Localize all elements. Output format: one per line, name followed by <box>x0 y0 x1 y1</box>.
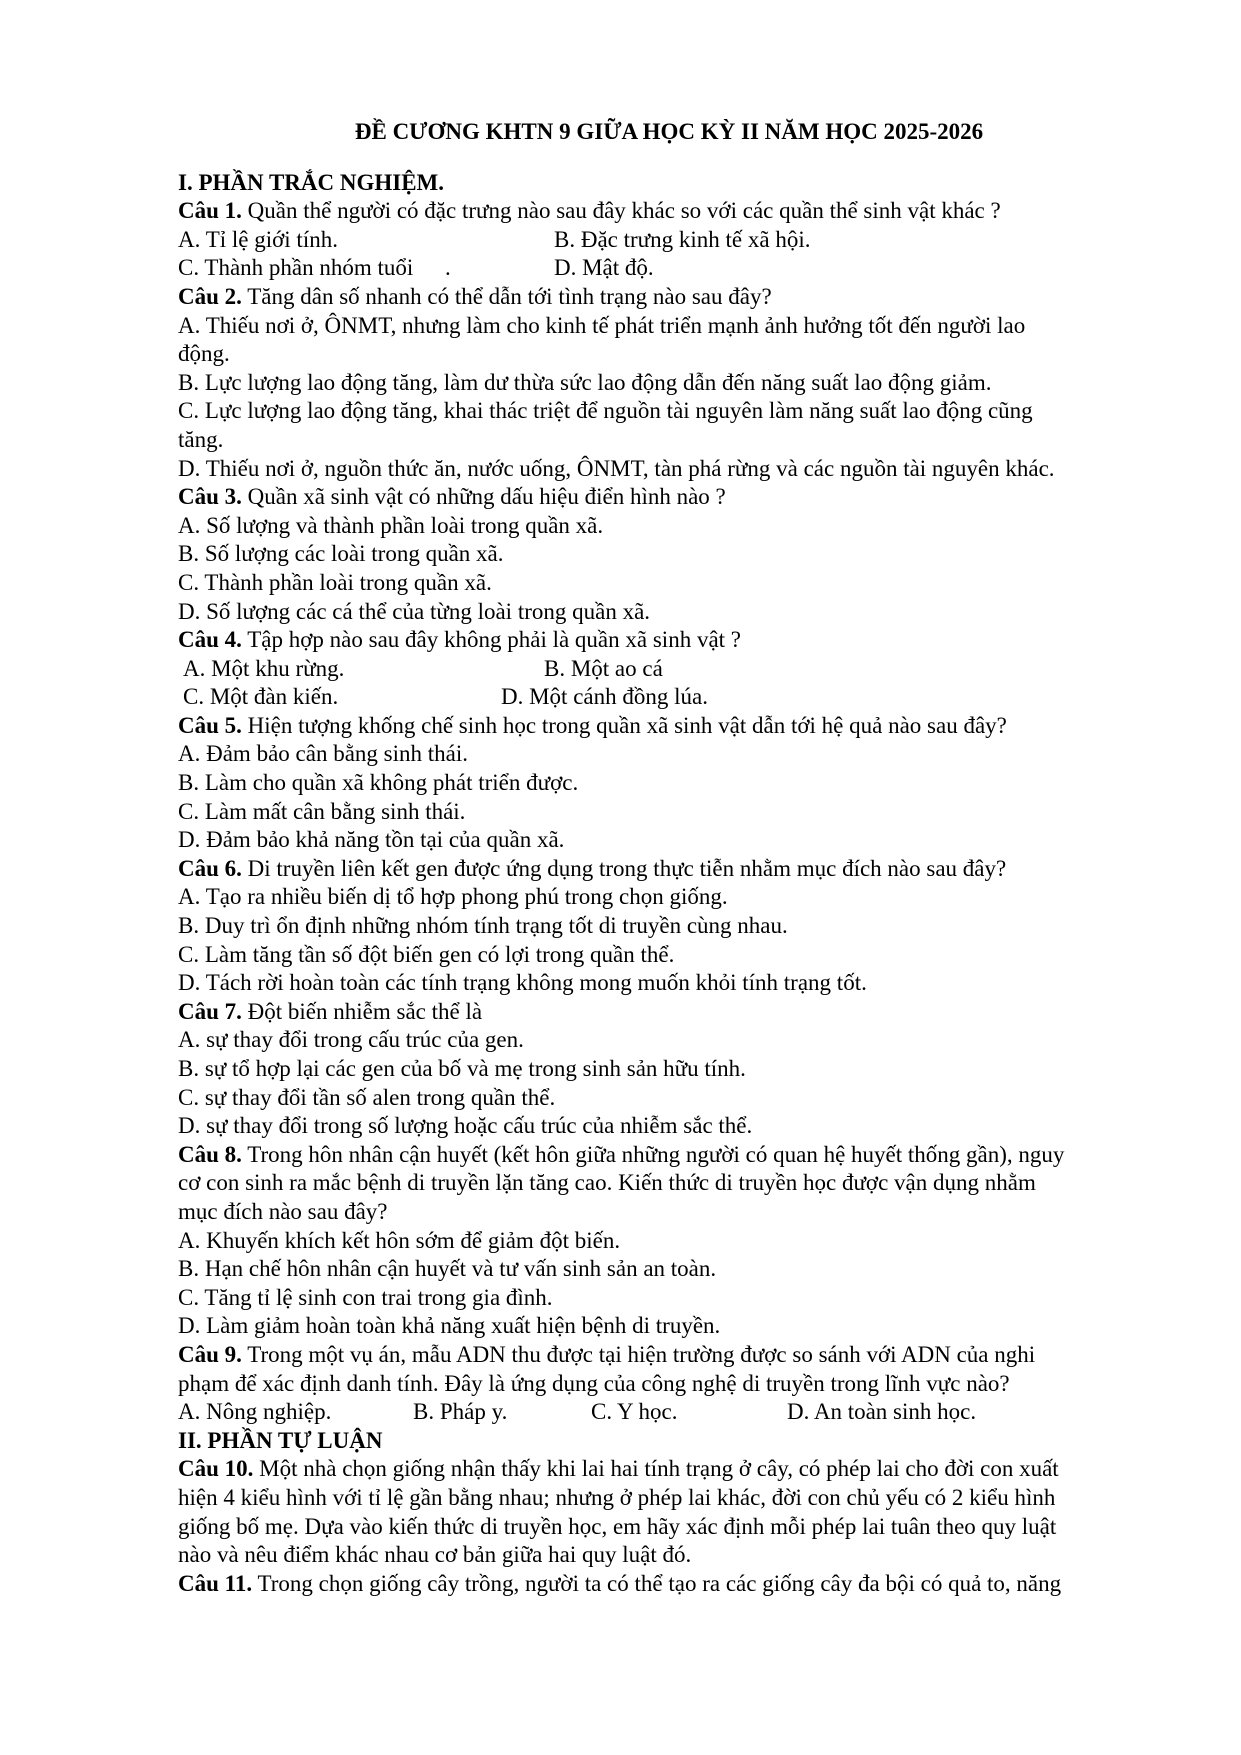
option-b: B. Số lượng các loài trong quần xã. <box>178 541 504 567</box>
option-a: A. Tạo ra nhiều biến dị tổ hợp phong phú trong chọn giống. <box>178 884 728 910</box>
question-11 <box>178 1570 1138 1599</box>
option-a: A. Đảm bảo cân bằng sinh thái. <box>178 741 468 767</box>
option-a: A. Nông nghiệp. <box>178 1399 332 1425</box>
question-1 <box>178 197 1138 226</box>
q1-options-row-1 <box>178 226 1138 255</box>
question-number: Câu 4. <box>178 627 242 653</box>
question-text: Trong chọn giống cây trồng, người ta có thể tạo ra các giống cây đa bội có quả to, năng <box>252 1570 1062 1596</box>
option-b: B. Pháp y. <box>413 1399 508 1425</box>
question-3 <box>178 483 1138 512</box>
question-number: Câu 2. <box>178 283 242 309</box>
question-4 <box>178 626 1138 655</box>
option-b: B. Đặc trưng kinh tế xã hội. <box>554 226 811 252</box>
option-a: A. Số lượng và thành phần loài trong quần xã. <box>178 512 604 538</box>
question-text-continued: mục đích nào sau đây? <box>178 1198 388 1224</box>
question-text: Đột biến nhiễm sắc thể là <box>241 998 483 1024</box>
question-text-continued: giống bố mẹ. Dựa vào kiến thức di truyền học, em hãy xác định mỗi phép lai tuân theo quy luật <box>178 1513 1057 1539</box>
option-d: D. Số lượng các cá thể của từng loài trong quần xã. <box>178 598 651 624</box>
option-d: D. Thiếu nơi ở, nguồn thức ăn, nước uống, ÔNMT, tàn phá rừng và các nguồn tài nguyên khác. <box>178 455 1055 481</box>
question-text: Trong một vụ án, mẫu ADN thu được tại hiện trường được so sánh với ADN của nghi <box>241 1341 1036 1367</box>
question-9 <box>178 1341 1138 1370</box>
option-a: A. sự thay đổi trong cấu trúc của gen. <box>178 1027 524 1053</box>
question-2 <box>178 283 1138 312</box>
question-number: Câu 6. <box>178 855 242 881</box>
option-d: D. Đảm bảo khả năng tồn tại của quần xã. <box>178 827 565 853</box>
option-a: A. Khuyến khích kết hôn sớm để giảm đột biến. <box>178 1227 621 1253</box>
option-b: B. Làm cho quần xã không phát triển được. <box>178 770 579 796</box>
section-multiple-choice-heading: I. PHẦN TRẮC NGHIỆM. <box>178 169 445 195</box>
question-number: Câu 11. <box>178 1570 253 1596</box>
question-text: Di truyền liên kết gen được ứng dụng trong thực tiễn nhằm mục đích nào sau đây? <box>241 855 1007 881</box>
question-number: Câu 8. <box>178 1141 242 1167</box>
question-number: Câu 9. <box>178 1341 242 1367</box>
q4-options-row-2 <box>178 683 1138 712</box>
question-text: Quần xã sinh vật có những dấu hiệu điển hình nào ? <box>241 484 726 510</box>
stray-dot: . <box>445 255 451 281</box>
section-essay-heading: II. PHẦN TỰ LUẬN <box>178 1427 383 1453</box>
question-number: Câu 1. <box>178 198 242 224</box>
option-d: D. sự thay đổi trong số lượng hoặc cấu trúc của nhiễm sắc thể. <box>178 1113 753 1139</box>
question-10 <box>178 1455 1138 1484</box>
option-c: C. Thành phần nhóm tuổi <box>178 255 414 281</box>
option-c: C. Làm tăng tần số đột biến gen có lợi trong quần thể. <box>178 941 675 967</box>
option-b: B. sự tổ hợp lại các gen của bố và mẹ trong sinh sản hữu tính. <box>178 1056 746 1081</box>
option-c: C. Y học. <box>591 1399 678 1425</box>
question-text: Hiện tượng khống chế sinh học trong quần xã sinh vật dẫn tới hệ quả nào sau đây? <box>241 712 1007 738</box>
question-number: Câu 5. <box>178 712 242 738</box>
option-c: C. Lực lượng lao động tăng, khai thác triệt để nguồn tài nguyên làm năng suất lao động cũng <box>178 398 1033 424</box>
q9-options-row <box>178 1398 1138 1427</box>
question-5 <box>178 712 1138 741</box>
question-text: Một nhà chọn giống nhận thấy khi lai hai tính trạng ở cây, có phép lai cho đời con xuất <box>253 1456 1059 1482</box>
question-7 <box>178 998 1138 1027</box>
option-c: C. Một đàn kiến. <box>183 684 339 710</box>
option-c: C. Thành phần loài trong quần xã. <box>178 569 492 595</box>
question-text-continued: nào và nêu điểm khác nhau cơ bản giữa hai quy luật đó. <box>178 1542 692 1568</box>
option-a: A. Một khu rừng. <box>183 655 345 681</box>
q4-options-row-1 <box>178 655 1138 684</box>
question-8 <box>178 1141 1138 1170</box>
option-d: D. An toàn sinh học. <box>787 1399 977 1425</box>
option-c: C. Làm mất cân bằng sinh thái. <box>178 798 466 824</box>
option-d: D. Làm giảm hoàn toàn khả năng xuất hiện bệnh di truyền. <box>178 1313 721 1339</box>
option-a: A. Thiếu nơi ở, ÔNMT, nhưng làm cho kinh tế phát triển mạnh ảnh hưởng tốt đến người lao <box>178 312 1026 338</box>
document-title: ĐỀ CƯƠNG KHTN 9 GIỮA HỌC KỲ II NĂM HỌC 2025-2026 <box>354 119 984 144</box>
question-number: Câu 3. <box>178 484 242 510</box>
question-text: Tăng dân số nhanh có thể dẫn tới tình trạng nào sau đây? <box>241 283 772 309</box>
option-b: B. Một ao cá <box>544 655 663 681</box>
option-b: B. Duy trì ổn định những nhóm tính trạng tốt di truyền cùng nhau. <box>178 913 788 939</box>
q1-options-row-2 <box>178 254 1138 283</box>
question-text-continued: cơ con sinh ra mắc bệnh di truyền lặn tăng cao. Kiến thức di truyền học được vận dụng nhằm <box>178 1170 1036 1196</box>
option-c-continued: tăng. <box>178 426 224 452</box>
option-c: C. sự thay đổi tần số alen trong quần thể. <box>178 1084 556 1110</box>
document-page <box>178 118 1138 1598</box>
option-d: D. Mật độ. <box>554 255 654 281</box>
question-text: Quần thể người có đặc trưng nào sau đây khác so với các quần thể sinh vật khác ? <box>241 198 1001 224</box>
option-d: D. Một cánh đồng lúa. <box>501 684 708 710</box>
option-a-continued: động. <box>178 341 230 367</box>
question-text: Tập hợp nào sau đây không phải là quần xã sinh vật ? <box>241 627 741 653</box>
question-text-continued: phạm để xác định danh tính. Đây là ứng dụng của công nghệ di truyền trong lĩnh vực nào? <box>178 1370 1010 1396</box>
question-6 <box>178 855 1138 884</box>
question-text: Trong hôn nhân cận huyết (kết hôn giữa những người có quan hệ huyết thống gần), nguy <box>241 1141 1065 1167</box>
option-d: D. Tách rời hoàn toàn các tính trạng không mong muốn khỏi tính trạng tốt. <box>178 970 867 996</box>
question-number: Câu 7. <box>178 998 242 1024</box>
option-a: A. Tỉ lệ giới tính. <box>178 226 338 252</box>
question-text-continued: hiện 4 kiểu hình với tỉ lệ gần bằng nhau; nhưng ở phép lai khác, đời con chủ yếu có 2 kiểu hình <box>178 1484 1056 1510</box>
option-c: C. Tăng tỉ lệ sinh con trai trong gia đình. <box>178 1284 553 1310</box>
option-b: B. Hạn chế hôn nhân cận huyết và tư vấn sinh sản an toàn. <box>178 1256 717 1282</box>
option-b: B. Lực lượng lao động tăng, làm dư thừa sức lao động dẫn đến năng suất lao động giảm. <box>178 369 992 395</box>
question-number: Câu 10. <box>178 1456 254 1482</box>
